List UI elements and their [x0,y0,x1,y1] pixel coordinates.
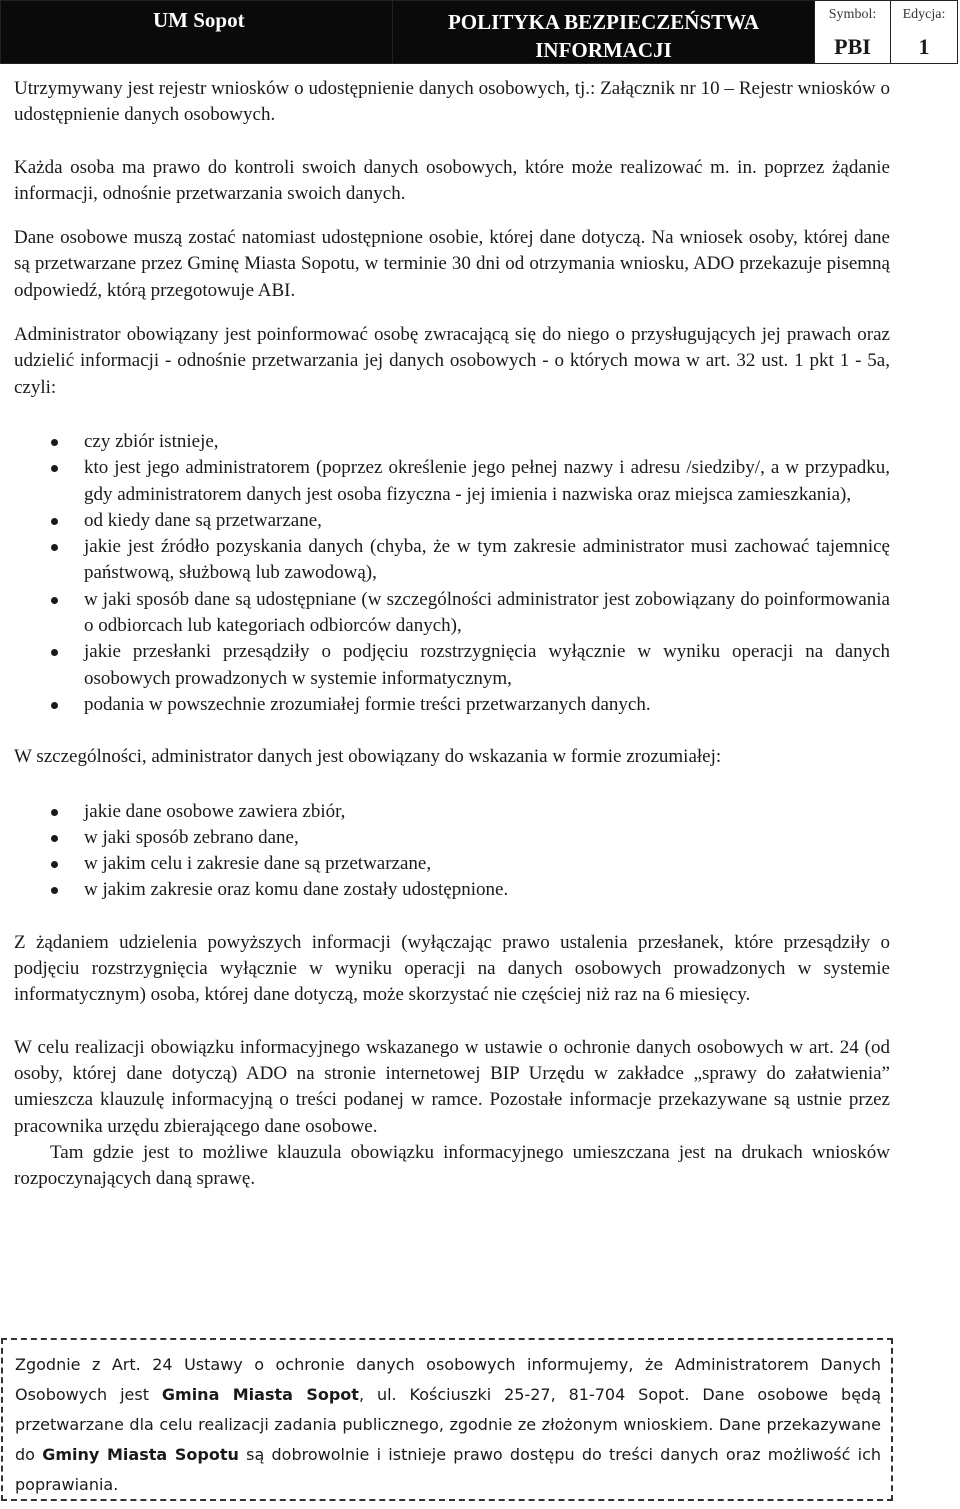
disclosure-list [14,799,890,904]
list-item: kto jest jego administratorem (poprzez określenie jego pełnej nazwy i adresu /siedziby/, a w przypadku, gdy administratorem danych jest osoba fizyczna - jej imienia i nazwiska oraz miejsca zamieszkania), [14,455,890,508]
bullet-icon [51,835,58,842]
paragraph-administrator-duty: Administrator obowiązany jest poinformować osobę zwracającą się do niego o przysługujących jej prawach oraz udzielić informacji - odnośnie przetwarzania jej danych osobowych - o których mowa w art. 32 ust. 1 pkt 1 - 5a, czyli: [14,324,890,398]
bullet-icon [51,597,58,604]
bullet-icon [51,649,58,656]
list-item: w jakim celu i zakresie dane są przetwarzane, [14,851,890,877]
document-header [0,0,958,64]
bullet-icon [51,544,58,551]
list-item: w jakim zakresie oraz komu dane zostały udostępnione. [14,877,890,903]
symbol-value: PBI [834,34,871,59]
header-org: UM Sopot [153,8,245,32]
information-list [14,429,890,718]
paragraph-in-particular: W szczególności, administrator danych jest obowiązany do wskazania w formie zrozumiałej: [14,746,722,768]
list-item: jakie przesłanki przesądziły o podjęciu rozstrzygnięcia wyłącznie w wyniku operacji na danych osobowych prowadzonych w systemie informatycznym, [14,639,890,692]
bullet-icon [51,518,58,525]
list-item: jakie dane osobowe zawiera zbiór, [14,799,890,825]
paragraph-information-obligation: W celu realizacji obowiązku informacyjnego wskazanego w ustawie o ochronie danych osobowych w art. 24 (od osoby, której dane dotyczą) ADO na stronie internetowej BIP Urzędu w zakładce „sprawy do załatwienia” umieszcza klauzulę informacyjną o treści podanej w ramce. Pozostałe informacje przekazywane są ustnie przez pracownika urzędu zbierającego dane osobowe. [14,1036,890,1137]
edition-value: 1 [918,34,930,59]
header-title-line2: INFORMACJI [535,38,672,62]
symbol-label: Symbol: [828,7,877,22]
header-edition-cell [891,1,957,63]
paragraph-clause-placement: Tam gdzie jest to możliwe klauzula obowiązku informacyjnego umieszczana jest na drukach wniosków rozpoczynających daną sprawę. [14,1141,890,1190]
bullet-icon [51,809,58,816]
administrator-name: Gmina Miasta Sopot [161,1385,359,1404]
list-item: podania w powszechnie zrozumiałej formie treści przetwarzanych danych. [14,692,890,718]
list-item: czy zbiór istnieje, [14,429,890,455]
header-org-cell [1,1,393,63]
list-item: w jaki sposób dane są udostępniane (w szczególności administrator jest zobowiązany do poinformowania o odbiorcach lub kategoriach odbiorców danych), [14,587,890,640]
bullet-icon [51,861,58,868]
information-clause-text: Zgodnie z Art. 24 Ustawy o ochronie danych osobowych informujemy, że Administratorem Danych Osobowych jest Gmina Miasta Sopot, ul. Kościuszki 25-27, 81-704 Sopot. Dane osobowe będą przetwarzane dla celu realizacji zadania publicznego, zgodnie ze złożonym wnioskiem. Dane przekazywane do Gminy Miasta Sopotu są dobrowolnie i istnieje prawo dostępu do treści danych oraz możliwość ich poprawiania. [15,1355,882,1494]
bullet-icon [51,887,58,894]
document-body [14,76,890,1192]
paragraph-right-to-control: Każda osoba ma prawo do kontroli swoich danych osobowych, które może realizować m. in. poprzez żądanie informacji, odnośnie przetwarzania swoich danych. [14,156,890,204]
bullet-icon [51,439,58,446]
paragraph-request-frequency: Z żądaniem udzielenia powyższych informacji (wyłączając prawo ustalenia przesłanek, które przesądziły o podjęciu rozstrzygnięcia wyłącznie w wyniku operacji na danych osobowych prowadzonych w systemie informatycznym) osoba, której dane dotyczą, może skorzystać nie częściej niż raz na 6 miesięcy. [14,931,890,1006]
header-title [393,8,814,64]
header-title-cell [393,1,815,63]
paragraph-disclosure: Dane osobowe muszą zostać natomiast udostępnione osobie, której dane dotyczą. Na wniosek osoby, której dane są przetwarzane przez Gminę Miasta Sopotu, w terminie 30 dni od otrzymania wniosku, ADO przekazuje pisemną odpowiedź, którą przegotowuje ABI. [14,227,890,301]
paragraph-register: Utrzymywany jest rejestr wniosków o udostępnienie danych osobowych, tj.: Załącznik nr 10 – Rejestr wniosków o udostępnienie danych osobowych. [14,78,890,126]
administrator-name-genitive: Gminy Miasta Sopotu [42,1445,239,1464]
bullet-icon [51,465,58,472]
header-symbol-cell [815,1,891,63]
header-title-line1: POLITYKA BEZPIECZEŃSTWA [447,10,759,34]
list-item: od kiedy dane są przetwarzane, [14,508,890,534]
list-item: w jaki sposób zebrano dane, [14,825,890,851]
list-item: jakie jest źródło pozyskania danych (chyba, że w tym zakresie administrator musi zachować tajemnicę państwową, służbową lub zawodową), [14,534,890,587]
edition-label: Edycja: [902,7,946,22]
bullet-icon [51,702,58,709]
information-clause-box [1,1338,893,1501]
